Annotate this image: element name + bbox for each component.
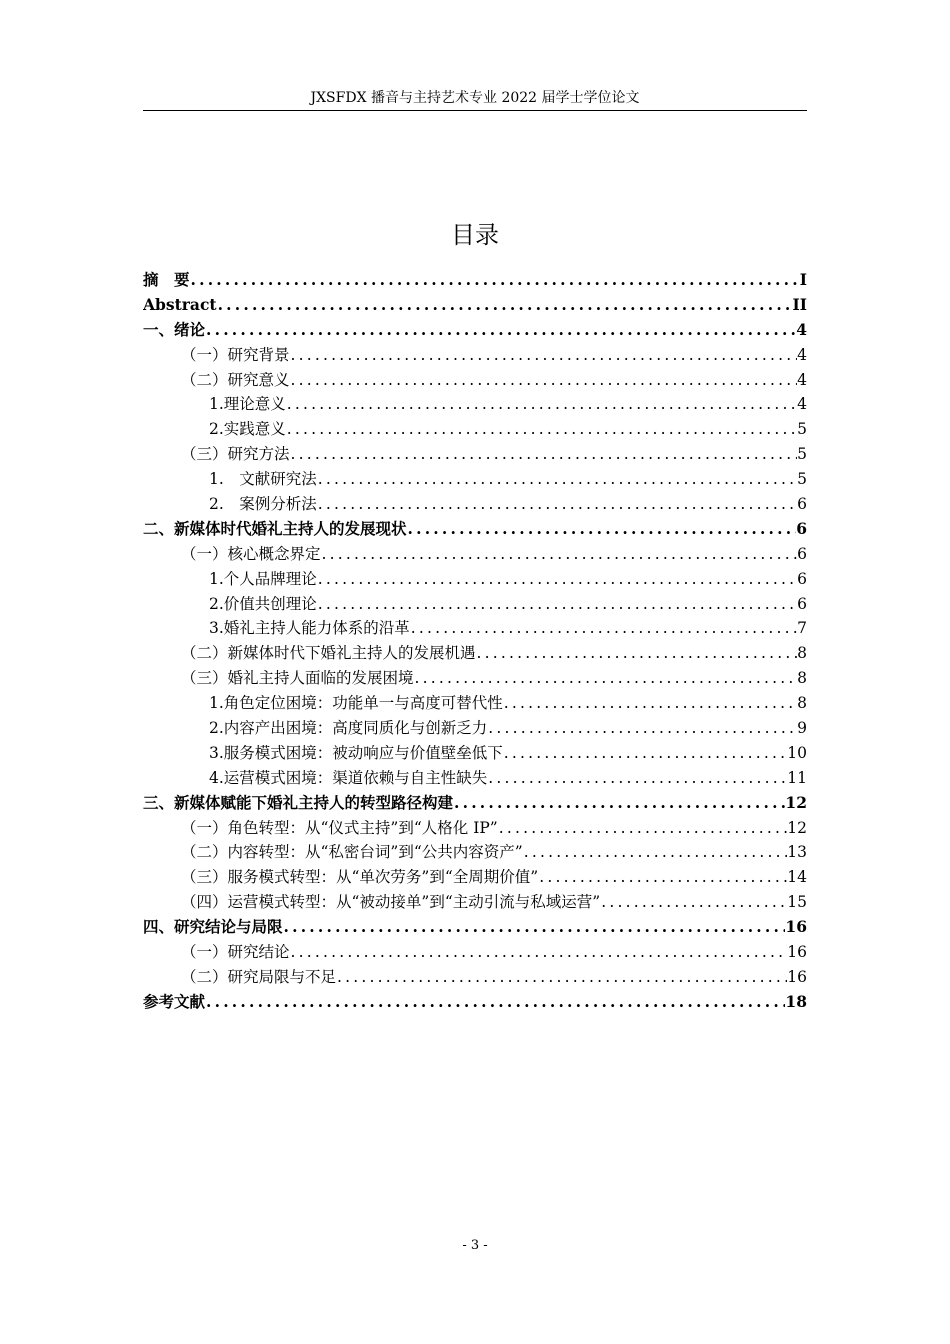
toc-dot-leader (286, 392, 797, 417)
toc-dot-leader (600, 890, 787, 915)
toc-entry-page: 7 (797, 619, 807, 638)
toc-entry[interactable] (143, 816, 807, 841)
toc-entry-page: 6 (797, 569, 807, 588)
toc-entry[interactable] (143, 542, 807, 567)
toc-entry-label: 2.内容产出困境：高度同质化与创新乏力 (209, 719, 488, 738)
toc-entry-label: Abstract (143, 294, 217, 314)
toc-dot-leader (317, 592, 797, 617)
toc-entry[interactable] (143, 865, 807, 890)
toc-entry[interactable] (143, 691, 807, 716)
table-of-contents (143, 268, 807, 1015)
toc-entry-page: 6 (797, 544, 807, 563)
toc-entry-label: 2.实践意义 (209, 420, 286, 439)
toc-entry[interactable] (143, 268, 807, 293)
toc-dot-leader (190, 268, 800, 293)
toc-entry-label: （二）研究意义 (181, 370, 290, 389)
toc-entry[interactable] (143, 990, 807, 1015)
toc-entry-label: （二）研究局限与不足 (181, 967, 337, 986)
toc-dot-leader (487, 766, 787, 791)
toc-entry[interactable] (143, 915, 807, 940)
toc-entry[interactable] (143, 293, 807, 318)
toc-entry-label: 1.角色定位困境：功能单一与高度可替代性 (209, 694, 503, 713)
toc-entry-page: 16 (787, 943, 807, 962)
toc-dot-leader (336, 965, 787, 990)
toc-entry-label: （一）研究背景 (181, 345, 290, 364)
toc-entry-page: I (799, 270, 807, 289)
toc-dot-leader (503, 691, 797, 716)
toc-entry[interactable] (143, 417, 807, 442)
toc-dot-leader (487, 716, 797, 741)
toc-entry[interactable] (143, 666, 807, 691)
toc-entry[interactable] (143, 616, 807, 641)
toc-entry-label: 2.价值共创理论 (209, 594, 317, 613)
toc-dot-leader (217, 293, 793, 318)
toc-entry-page: 10 (787, 743, 807, 762)
toc-entry[interactable] (143, 392, 807, 417)
toc-entry[interactable] (143, 840, 807, 865)
toc-entry[interactable] (143, 965, 807, 990)
toc-entry-page: 18 (785, 991, 807, 1011)
toc-entry-page: 12 (787, 818, 807, 837)
toc-dot-leader (407, 517, 797, 542)
toc-entry-label: 摘 要 (143, 270, 190, 289)
toc-dot-leader (290, 368, 798, 393)
page-footer (0, 1237, 950, 1255)
toc-entry-label: （四）运营模式转型：从“被动接单”到“主动引流与私域运营” (181, 893, 601, 912)
toc-dot-leader (538, 865, 787, 890)
toc-entry-page: 14 (787, 868, 807, 887)
toc-dot-leader (205, 990, 785, 1015)
toc-entry-label: （三）研究方法 (181, 445, 290, 464)
toc-title: 目录 (451, 221, 499, 249)
toc-entry-page: 9 (797, 719, 807, 738)
toc-dot-leader (317, 567, 797, 592)
toc-entry[interactable] (143, 467, 807, 492)
toc-dot-leader (476, 641, 798, 666)
toc-dot-leader (283, 915, 786, 940)
toc-dot-leader (290, 442, 798, 467)
toc-entry-label: 1.理论意义 (209, 395, 286, 414)
toc-entry[interactable] (143, 890, 807, 915)
toc-entry[interactable] (143, 318, 807, 343)
toc-entry[interactable] (143, 741, 807, 766)
toc-dot-leader (290, 940, 788, 965)
header-text: JXSFDX 播音与主持艺术专业 2022 届学士学位论文 (310, 90, 640, 106)
toc-entry-page: 12 (785, 792, 807, 812)
toc-entry-label: 2. 案例分析法 (209, 495, 317, 514)
toc-entry-label: 1.个人品牌理论 (209, 569, 317, 588)
toc-entry-label: 二、新媒体时代婚礼主持人的发展现状 (143, 518, 407, 538)
toc-entry-page: 6 (797, 495, 807, 514)
toc-entry-label: 一、绪论 (143, 319, 206, 339)
toc-entry[interactable] (143, 368, 807, 393)
toc-dot-leader (317, 492, 797, 517)
toc-entry-label: （一）核心概念界定 (181, 544, 321, 563)
toc-entry-label: （三）婚礼主持人面临的发展困境 (181, 669, 414, 688)
toc-entry-page: 5 (797, 470, 807, 489)
toc-dot-leader (286, 417, 797, 442)
toc-entry-label: 三、新媒体赋能下婚礼主持人的转型路径构建 (143, 792, 454, 812)
toc-entry-page: 5 (797, 420, 807, 439)
toc-entry[interactable] (143, 716, 807, 741)
toc-entry-label: 3.服务模式困境：被动响应与价值壁垒低下 (209, 743, 503, 762)
toc-dot-leader (205, 318, 796, 343)
toc-entry-label: 1. 文献研究法 (209, 470, 317, 489)
toc-entry-page: 4 (797, 370, 807, 389)
toc-entry[interactable] (143, 442, 807, 467)
toc-entry-label: 四、研究结论与局限 (143, 917, 283, 937)
toc-entry-page: 5 (797, 445, 807, 464)
toc-dot-leader (523, 840, 788, 865)
toc-entry-page: 16 (785, 917, 807, 937)
page-header (143, 88, 807, 111)
toc-entry[interactable] (143, 791, 807, 816)
toc-entry-label: 参考文献 (143, 991, 206, 1011)
toc-entry[interactable] (143, 641, 807, 666)
toc-dot-leader (503, 741, 787, 766)
toc-entry[interactable] (143, 567, 807, 592)
toc-entry-label: （二）内容转型：从“私密台词”到“公共内容资产” (181, 843, 523, 862)
toc-entry-page: 8 (797, 669, 807, 688)
toc-entry-page: II (792, 294, 807, 314)
toc-entry-label: （三）服务模式转型：从“单次劳务”到“全周期价值” (181, 868, 539, 887)
toc-entry-page: 4 (797, 345, 807, 364)
toc-entry-page: 6 (796, 518, 807, 538)
toc-dot-leader (414, 666, 798, 691)
toc-entry-page: 4 (797, 395, 807, 414)
toc-dot-leader (453, 791, 785, 816)
toc-entry-label: 4.运营模式困境：渠道依赖与自主性缺失 (209, 768, 488, 787)
toc-entry-page: 13 (787, 843, 807, 862)
toc-dot-leader (321, 542, 798, 567)
toc-entry-label: （二）新媒体时代下婚礼主持人的发展机遇 (181, 644, 476, 663)
toc-entry-page: 11 (787, 768, 807, 787)
toc-entry-page: 15 (787, 893, 807, 912)
toc-dot-leader (410, 616, 797, 641)
toc-dot-leader (317, 467, 797, 492)
page-number: - 3 - (462, 1238, 488, 1253)
toc-entry[interactable] (143, 492, 807, 517)
toc-entry-page: 8 (797, 694, 807, 713)
toc-entry[interactable] (143, 940, 807, 965)
toc-entry[interactable] (143, 766, 807, 791)
toc-dot-leader (498, 816, 788, 841)
toc-entry-page: 6 (797, 594, 807, 613)
toc-entry-label: （一）角色转型：从“仪式主持”到“人格化 IP” (181, 818, 498, 837)
toc-entry-label: （一）研究结论 (181, 943, 290, 962)
toc-entry[interactable] (143, 592, 807, 617)
toc-entry-page: 4 (796, 319, 807, 339)
toc-entry-page: 16 (787, 967, 807, 986)
toc-entry[interactable] (143, 343, 807, 368)
toc-entry[interactable] (143, 517, 807, 542)
toc-entry-label: 3.婚礼主持人能力体系的沿革 (209, 619, 410, 638)
toc-entry-page: 8 (797, 644, 807, 663)
toc-dot-leader (290, 343, 798, 368)
